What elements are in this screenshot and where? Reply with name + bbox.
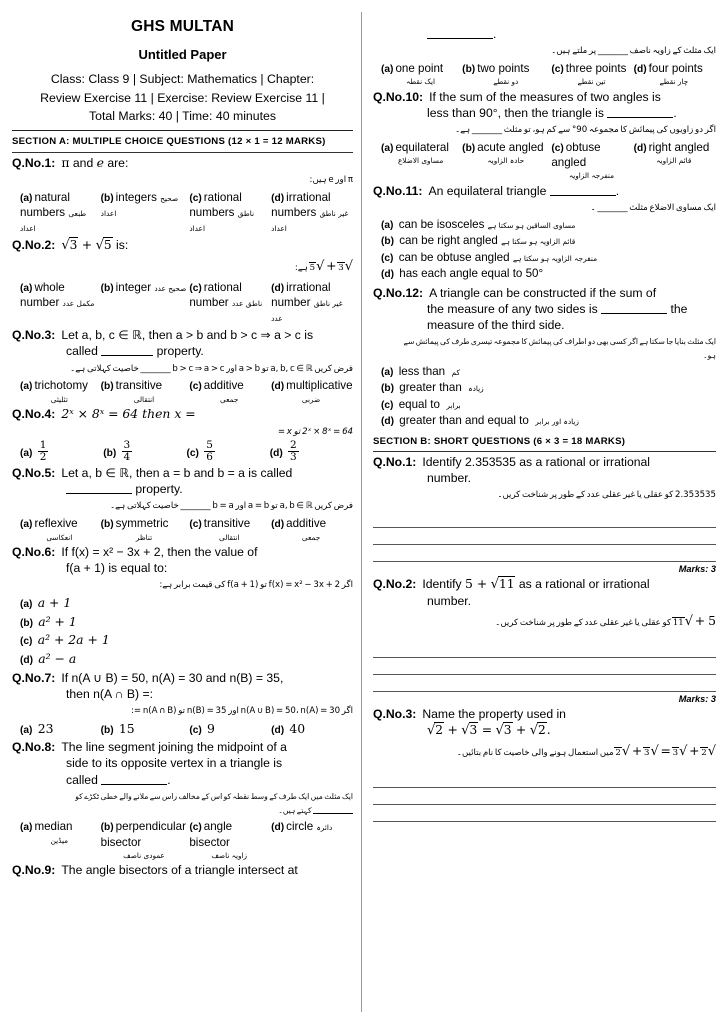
answer-area[interactable]	[373, 511, 716, 562]
answer-area[interactable]	[373, 771, 716, 822]
option-d[interactable]: (d) irrational numbers غیر ناطق اعداد	[271, 190, 349, 234]
option-d[interactable]: (d) additive جمعی	[271, 517, 327, 542]
option-b[interactable]: (b) two points دو نقطے	[462, 61, 530, 87]
option-c[interactable]: (c) obtuse angled منفرجہ الزاویہ	[551, 140, 615, 181]
option-b[interactable]: (b) symmetric تناظر	[100, 517, 169, 542]
question-text: 2ˣ × 8ˣ = 64 then x =	[61, 406, 196, 422]
question-text-cont: less than 90°, then the triangle is .	[427, 105, 677, 120]
section-a-rule	[12, 152, 353, 153]
question-text: If f(x) = x² − 3x + 2, then the value of	[61, 545, 258, 560]
answer-line[interactable]	[373, 675, 716, 692]
options-stack	[373, 217, 716, 283]
question-text: Name the property used in	[422, 706, 566, 721]
option-c[interactable]: (c) rational number ناطق عدد	[189, 280, 263, 310]
question-a5	[12, 465, 353, 542]
option-a[interactable]: (a) equilateral مساوی الاضلاع	[381, 140, 449, 166]
options-stack	[373, 364, 716, 430]
question-urdu: ایک مثلث میں ایک طرف کے وسط نقطہ کو اس کے مخالف راس سے ملانے والے خطی ٹکڑے کو	[75, 791, 353, 801]
option-b[interactable]: (b) perpendicular bisector عمودی ناصف	[100, 820, 186, 860]
answer-blank	[550, 186, 616, 196]
marks-label: Marks: 3	[678, 564, 716, 575]
option-a[interactable]: (a) $\frac{1}{2}$	[20, 439, 47, 464]
answer-line[interactable]	[373, 771, 716, 788]
question-a6	[12, 544, 353, 668]
answer-blank	[607, 108, 673, 118]
answer-line[interactable]	[373, 511, 716, 528]
options-row	[373, 61, 716, 87]
options-row	[12, 440, 353, 463]
question-text: π and e are:	[61, 154, 129, 170]
question-urdu: √3 + √5 ہے:	[294, 258, 353, 275]
question-text: If n(A ∪ B) = 50, n(A) = 30 and n(B) = 35,	[61, 671, 284, 686]
answer-blank	[66, 484, 132, 494]
options-row	[373, 140, 716, 181]
question-label: Q.No.4:	[12, 407, 56, 422]
question-a10	[373, 89, 716, 181]
question-urdu: ایک مثلث بنایا جا سکتا ہے اگر کسی بھی دو اطراف کی پیمائش کا مجموعہ تیسری طرف کی پیمائش سے	[403, 336, 716, 346]
option-a[interactable]: (a) 23	[20, 721, 54, 737]
question-text: The line segment joining the midpoint of a	[61, 740, 287, 755]
question-label: Q.No.2:	[12, 238, 56, 253]
question-text: Let a, b ∈ ℝ, then a = b and b = a is called	[61, 466, 293, 481]
question-label: Q.No.9:	[12, 863, 56, 878]
section-b-heading: SECTION B: SHORT QUESTIONS (6 × 3 = 18 MARKS)	[373, 435, 626, 447]
question-text-cont: number.	[427, 594, 472, 609]
answer-area[interactable]	[373, 641, 716, 692]
paper-title: Untitled Paper	[138, 47, 227, 62]
options-row	[12, 819, 353, 860]
option-b[interactable]: (b) 15	[100, 721, 135, 737]
option-c[interactable]: (c) three points تین نقطے	[551, 61, 627, 87]
question-text-cont: number.	[427, 471, 472, 486]
option-b[interactable]: (b) transitive انتقالی	[100, 379, 163, 404]
paper-meta	[12, 70, 353, 126]
question-urdu: 5 + √11 کو عقلی یا غیر عقلی عدد کے طور پر شناخت کریں۔	[495, 613, 716, 630]
option-d[interactable]: (d) $\frac{2}{3}$	[269, 439, 297, 464]
option-c[interactable]: (c) 9	[189, 721, 215, 737]
option-b[interactable]: (b) $\frac{3}{4}$	[103, 439, 131, 464]
option-d[interactable]: (d) greater than and equal to زیادہ اور برابر	[381, 414, 579, 428]
options-row	[12, 721, 353, 737]
question-text-cont: then n(A ∩ B) =:	[66, 687, 154, 702]
option-d[interactable]: (d) right angled قائم الزاویہ	[633, 140, 710, 166]
options-row	[12, 378, 353, 404]
question-text: If the sum of the measures of two angles is	[429, 89, 661, 104]
option-c[interactable]: (c) additive جمعی	[189, 379, 244, 404]
answer-blank	[601, 304, 667, 314]
question-text-cont-2: called .	[66, 772, 171, 787]
options-row	[12, 280, 353, 325]
answer-line[interactable]	[373, 788, 716, 805]
question-a3	[12, 327, 353, 404]
question-a12	[373, 285, 716, 430]
question-urdu: 2ˣ × 8ˣ = 64 تو x =	[277, 426, 353, 437]
question-text: A triangle can be constructed if the sum of	[429, 285, 657, 300]
question-label: Q.No.5:	[12, 466, 56, 481]
option-a[interactable]: (a) less than کم	[381, 364, 460, 378]
question-a8	[12, 739, 353, 860]
question-a1	[12, 155, 353, 236]
option-a[interactable]: (a) median میڈین	[20, 820, 73, 845]
question-label: Q.No.1:	[12, 155, 56, 170]
option-d[interactable]: (d) irrational number غیر ناطق عدد	[271, 280, 343, 324]
question-label: Q.No.8:	[12, 740, 56, 755]
right-column	[361, 0, 722, 1024]
question-a7	[12, 670, 353, 737]
question-a9-continuation	[373, 26, 716, 87]
options-row	[12, 516, 353, 542]
question-text-cont: √2 + √3 = √3 + √2.	[427, 722, 551, 739]
section-a-heading: SECTION A: MULTIPLE CHOICE QUESTIONS (12 × 1 = 12 MARKS)	[12, 136, 326, 148]
question-urdu: اگر دو زاویوں کی پیمائش کا مجموعہ 90° سے کم ہو، تو مثلث _______ ہے۔	[455, 124, 716, 135]
school-name: GHS MULTAN	[130, 18, 235, 35]
question-urdu: 2.353535 کو عقلی یا غیر عقلی عدد کے طور پر شناخت کریں۔	[497, 490, 716, 501]
option-c[interactable]: (c) a² + 2a + 1	[20, 632, 110, 648]
question-text-cont: .	[373, 26, 716, 42]
option-a[interactable]: (a) one point ایک نقطہ	[381, 61, 444, 87]
answer-line[interactable]	[373, 805, 716, 822]
option-b[interactable]: (b) can be right angled قائم الزاویہ ہو سکتا ہے	[381, 234, 576, 248]
option-d[interactable]: (d) 40	[271, 721, 306, 737]
option-a[interactable]: (a) natural numbers طبعی اعداد	[20, 190, 87, 234]
answer-line[interactable]	[373, 658, 716, 675]
question-urdu: ایک مثلث کے زاویہ ناصف _______ پر ملتے ہیں۔	[551, 46, 716, 57]
options-stack	[12, 594, 353, 668]
question-urdu: فرض کریں a, b ∈ ℝ تو a = b اور b = a _______ خاصیت کہلاتی ہے۔	[110, 501, 353, 512]
question-label: Q.No.3:	[12, 328, 56, 343]
meta-line-1: Class: Class 9 | Subject: Mathematics | Chapter:	[50, 72, 315, 86]
option-a[interactable]: (a) trichotomy تثلیثی	[20, 379, 88, 404]
question-a9	[12, 862, 353, 878]
question-text-cont: property.	[12, 481, 353, 497]
question-label: Q.No.12:	[373, 285, 424, 300]
question-text-cont-2: measure of the third side.	[427, 317, 565, 332]
option-d[interactable]: (d) has each angle equal to 50°	[381, 267, 544, 281]
option-a[interactable]: (a) reflexive انعکاسی	[20, 517, 78, 542]
question-urdu: ایک مساوی الاضلاع مثلث _______ ۔	[590, 202, 716, 213]
question-b2	[373, 576, 716, 704]
option-a[interactable]: (a) whole number مکمل عدد	[20, 280, 95, 310]
option-a[interactable]: (a) a + 1	[20, 595, 72, 611]
option-d[interactable]: (d) a² − a	[20, 650, 77, 666]
options-row	[12, 190, 353, 235]
question-label: Q.No.7:	[12, 671, 56, 686]
section-b-rule	[373, 451, 716, 452]
question-a2	[12, 237, 353, 325]
option-c[interactable]: (c) transitive انتقالی	[189, 517, 251, 542]
question-text-cont: f(a + 1) is equal to:	[66, 561, 168, 576]
question-urdu: اگر n(A ∪ B) = 50، n(A) = 30 اور n(B) = 35 تو n(A ∩ B) =:	[131, 706, 353, 717]
question-urdu: اگر f(x) = x² − 3x + 2 تو f(a + 1) کی قیمت برابر ہے:	[159, 580, 353, 591]
option-a[interactable]: (a) can be isosceles مساوی الساقین ہو سکتا ہے	[381, 217, 576, 231]
header-rule	[12, 130, 353, 131]
option-d[interactable]: (d) circle دائرہ	[271, 820, 333, 834]
question-urdu: فرض کریں a, b, c ∈ ℝ تو a > b اور b > c ⇒ a > c _______ خاصیت کہلاتی ہے۔	[70, 363, 353, 374]
question-b1	[373, 454, 716, 574]
question-label: Q.No.6:	[12, 545, 56, 560]
option-c[interactable]: (c) can be obtuse angled منفرجہ الزاویہ ہو سکتا ہے	[381, 250, 598, 264]
option-b[interactable]: (b) a² + 1	[20, 613, 77, 629]
meta-line-2: Review Exercise 11 | Exercise: Review Exercise 11 |	[40, 90, 325, 105]
answer-blank	[101, 346, 153, 356]
question-text: Identify 2.353535 as a rational or irrational	[422, 455, 650, 470]
question-label: Q.No.10:	[373, 89, 424, 104]
meta-line-3: Total Marks: 40 | Time: 40 minutes	[88, 109, 277, 124]
marks-label: Marks: 3	[678, 693, 716, 704]
question-b3	[373, 706, 716, 822]
question-urdu: π اور e ہیں:	[309, 175, 353, 186]
option-d[interactable]: (d) four points چار نقطے	[633, 61, 703, 87]
question-text: Identify 5 + √11 as a rational or irrational	[422, 576, 650, 593]
option-c[interactable]: (c) rational numbers ناطق اعداد	[189, 190, 255, 234]
question-a11	[373, 183, 716, 283]
question-text-cont: the measure of any two sides is the	[427, 301, 688, 316]
answer-blank	[427, 29, 493, 39]
question-label: Q.No.1:	[373, 455, 417, 470]
question-text: Let a, b, c ∈ ℝ, then a > b and b > c ⇒ a > c is	[61, 328, 314, 343]
option-b[interactable]: (b) integers صحیح اعداد	[100, 190, 179, 219]
answer-line[interactable]	[373, 641, 716, 658]
option-b[interactable]: (b) greater than زیادہ	[381, 381, 484, 395]
question-text-cont: called property.	[66, 344, 204, 359]
option-d[interactable]: (d) multiplicative ضربی	[271, 379, 353, 404]
question-urdu-2: ہو۔	[703, 351, 716, 361]
question-text: √3 + √5 is:	[61, 237, 129, 254]
option-c[interactable]: (c) equal to برابر	[381, 397, 461, 411]
answer-blank	[101, 775, 167, 785]
option-b[interactable]: (b) integer صحیح عدد	[100, 280, 187, 294]
answer-line[interactable]	[373, 545, 716, 562]
question-text: The angle bisectors of a triangle intersect at	[61, 863, 298, 878]
option-b[interactable]: (b) acute angled حادہ الزاویہ	[462, 140, 544, 166]
question-label: Q.No.2:	[373, 577, 417, 592]
question-label: Q.No.3:	[373, 706, 417, 721]
option-c[interactable]: (c) $\frac{5}{6}$	[186, 439, 213, 464]
option-c[interactable]: (c) angle bisector زاویہ ناصف	[189, 820, 248, 860]
answer-line[interactable]	[373, 528, 716, 545]
question-text: An equilateral triangle .	[428, 183, 620, 198]
question-text-cont: side to its opposite vertex in a triangle is	[66, 756, 283, 771]
question-urdu-2: کہتے ہیں۔	[12, 805, 353, 816]
question-urdu: √2 + √3 = √3 + √2 میں استعمال ہونے والی خاصیت کا نام بتائیں۔	[456, 743, 716, 760]
question-a4	[12, 406, 353, 463]
question-label: Q.No.11:	[373, 183, 423, 198]
